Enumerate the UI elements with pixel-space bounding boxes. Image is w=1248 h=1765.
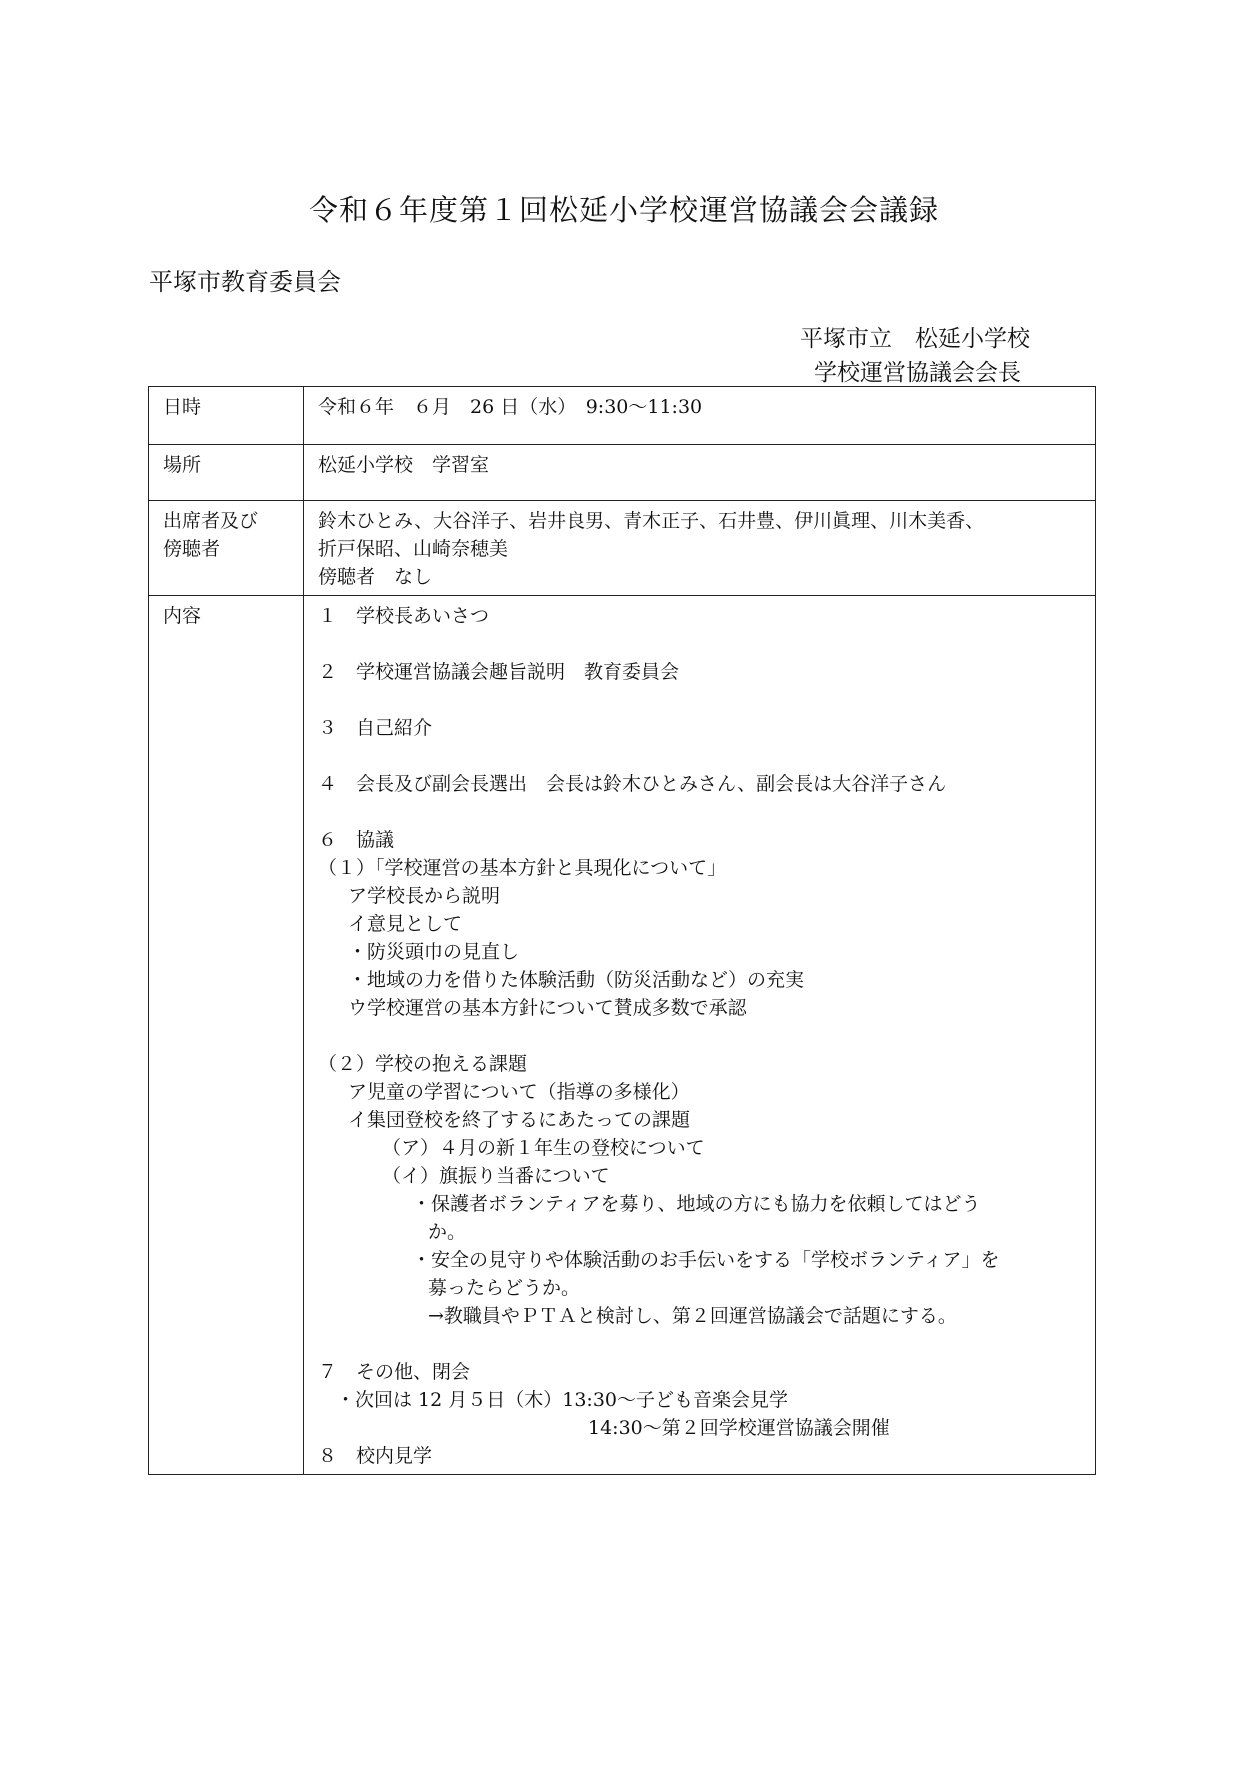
discussion-outcome: →教職員やＰＴＡと検討し、第２回運営協議会で話題にする。 [428, 1305, 957, 1327]
place-row [149, 445, 1096, 501]
datetime-value: 令和６年 ６月 26 日（水） 9:30～11:30 [304, 387, 1096, 445]
agenda-item: １ 学校長あいさつ [318, 605, 490, 627]
next-meeting-line: 14:30～第２回学校運営協議会開催 [588, 1417, 890, 1439]
observers-line: 傍聴者 なし [318, 566, 433, 588]
agenda-item: ７ その他、閉会 [318, 1361, 471, 1383]
content-row [149, 596, 1096, 1475]
attendees-label [149, 501, 304, 596]
place-value: 松延小学校 学習室 [304, 445, 1096, 501]
discussion-heading: （２）学校の抱える課題 [318, 1053, 528, 1075]
attendees-row [149, 501, 1096, 596]
agenda-item: ４ 会長及び副会長選出 会長は鈴木ひとみさん、副会長は大谷洋子さん [318, 773, 947, 795]
attendees-label-line2: 傍聴者 [163, 538, 221, 560]
sender-school: 平塚市立 松延小学校 [800, 326, 1030, 352]
discussion-bullet: ・地域の力を借りた体験活動（防災活動など）の充実 [348, 969, 805, 991]
datetime-label: 日時 [149, 387, 304, 445]
discussion-point: ウ学校運営の基本方針について賛成多数で承認 [348, 997, 747, 1019]
content-label: 内容 [149, 596, 304, 1475]
discussion-heading: （１）「学校運営の基本方針と具現化について」 [318, 857, 727, 879]
place-label: 場所 [149, 445, 304, 501]
attendees-value [304, 501, 1096, 596]
agenda-item: ６ 協議 [318, 829, 395, 851]
datetime-row [149, 387, 1096, 445]
discussion-bullet: ・防災頭巾の見直し [348, 941, 520, 963]
content-value [304, 596, 1096, 1475]
discussion-subpoint: （ア）４月の新１年生の登校について [382, 1137, 705, 1159]
minutes-table [148, 386, 1096, 1475]
discussion-bullet-cont: か。 [428, 1221, 467, 1243]
discussion-bullet-cont: 募ったらどうか。 [428, 1277, 581, 1299]
discussion-point: イ集団登校を終了するにあたっての課題 [348, 1109, 691, 1131]
discussion-bullet: ・安全の見守りや体験活動のお手伝いをする「学校ボランティア」を [412, 1249, 1000, 1271]
next-meeting-line: ・次回は 12 月５日（木）13:30～子ども音楽会見学 [336, 1389, 789, 1411]
discussion-point: ア児童の学習について（指導の多様化） [348, 1081, 690, 1103]
attendees-label-line1: 出席者及び [163, 510, 259, 532]
discussion-point: イ意見として [348, 913, 463, 935]
agenda-item: ２ 学校運営協議会趣旨説明 教育委員会 [318, 661, 680, 683]
discussion-point: ア学校長から説明 [348, 885, 501, 907]
discussion-subpoint: （イ）旗振り当番について [382, 1165, 610, 1187]
sender-role: 学校運営協議会会長 [814, 360, 1021, 386]
attendees-line: 鈴木ひとみ、大谷洋子、岩井良男、青木正子、石井豊、伊川眞理、川木美香、 [318, 510, 985, 532]
attendees-line: 折戸保昭、山崎奈穂美 [318, 538, 509, 560]
addressee: 平塚市教育委員会 [149, 268, 341, 296]
sender-block [800, 322, 1100, 390]
page-title: 令和６年度第１回松延小学校運営協議会会議録 [308, 193, 939, 227]
agenda-item: ３ 自己紹介 [318, 717, 433, 739]
discussion-bullet: ・保護者ボランティアを募り、地域の方にも協力を依頼してはどう [412, 1193, 981, 1215]
agenda-item: ８ 校内見学 [318, 1445, 433, 1467]
